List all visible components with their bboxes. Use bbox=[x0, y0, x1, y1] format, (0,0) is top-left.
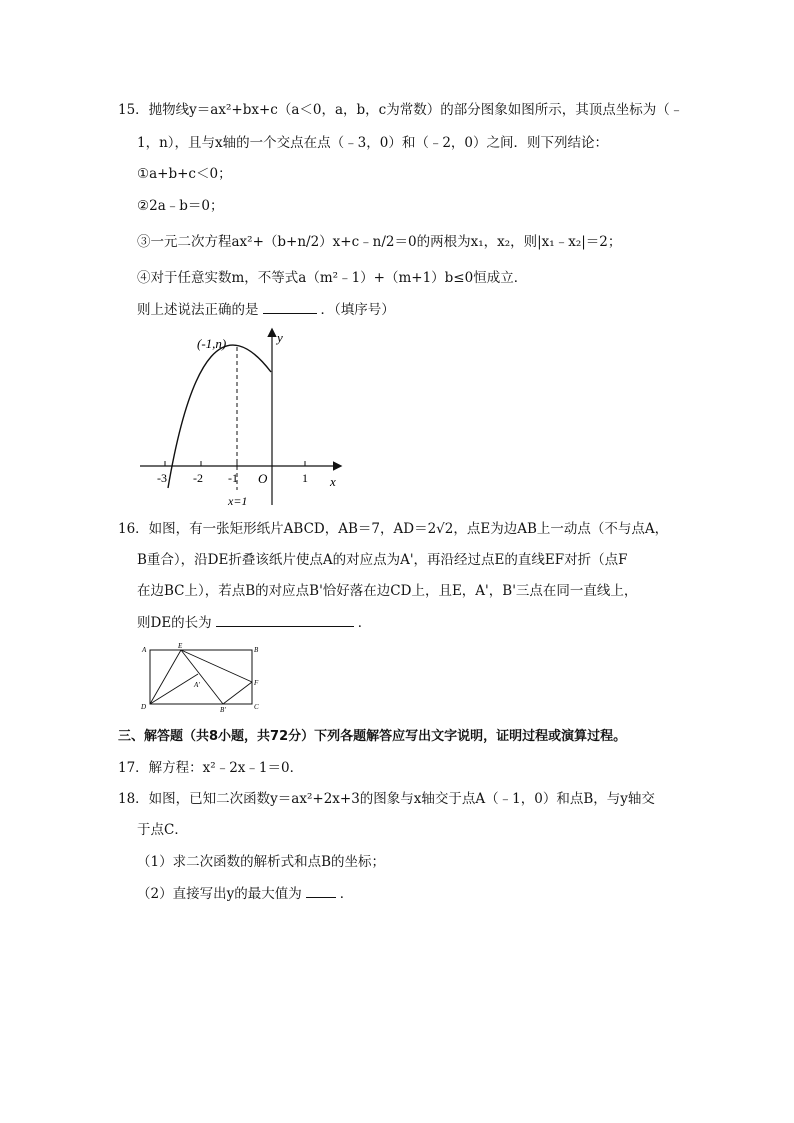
q15-conclusion-4: ④对于任意实数m，不等式a（m²﹣1）+（m+1）b≤0恒成立． bbox=[137, 270, 528, 286]
q15-prompt-text: 则上述说法正确的是 bbox=[137, 302, 259, 318]
vertex-label: B' bbox=[220, 706, 226, 712]
q16-line-1: 16．如图，有一张矩形纸片ABCD，AB＝7，AD＝2√2，点E为边AB上一动点（不与点A， bbox=[118, 521, 669, 537]
q16-line-4 bbox=[137, 612, 371, 633]
origin-label: O bbox=[258, 471, 268, 486]
q18-part-1: （1）求二次函数的解析式和点B的坐标； bbox=[137, 854, 386, 870]
vertex-label: A' bbox=[194, 681, 200, 689]
q16-line-3: 在边BC上），若点B的对应点B'恰好落在边CD上，且E，A'，B'三点在同一直线上， bbox=[137, 583, 638, 599]
q16-answer-blank[interactable] bbox=[216, 612, 354, 627]
q18-answer-blank[interactable] bbox=[306, 883, 336, 898]
q15-conclusion-2: ②2a﹣b＝0； bbox=[137, 198, 224, 214]
q15-line-1: 15．抛物线y＝ax²+bx+c（a＜0，a，b，c为常数）的部分图象如图所示，其顶点坐标为（﹣ bbox=[118, 102, 684, 118]
q18-line-2: 于点C． bbox=[137, 822, 188, 838]
tick-label: -1 bbox=[228, 471, 238, 485]
vertex-label: C bbox=[254, 703, 259, 711]
vertex-label: B bbox=[254, 646, 259, 654]
q15-prompt-suffix: ．（填序号） bbox=[320, 302, 395, 318]
q15-parabola-graph bbox=[135, 325, 350, 510]
tick-label: 1 bbox=[302, 471, 308, 485]
q15-conclusion-1: ①a+b+c＜0； bbox=[137, 166, 232, 182]
q16-line-2: B重合），沿DE折叠该纸片使点A的对应点为A'，再沿经过点E的直线EF对折（点F bbox=[137, 552, 628, 568]
symmetry-axis-label: x=1 bbox=[228, 494, 248, 508]
q15-prompt bbox=[137, 299, 395, 320]
vertex-label: A bbox=[142, 646, 147, 654]
q18-part-2 bbox=[137, 883, 353, 904]
q18-part-2-suffix: ． bbox=[339, 886, 354, 902]
tick-label: -3 bbox=[157, 471, 167, 485]
vertex-label: E bbox=[178, 642, 183, 650]
y-axis-label: y bbox=[277, 330, 283, 345]
tick-label: -2 bbox=[193, 471, 203, 485]
q15-answer-blank[interactable] bbox=[263, 299, 317, 314]
x-axis-label: x bbox=[330, 474, 336, 489]
q17-line: 17．解方程：x²﹣2x﹣1＝0． bbox=[118, 760, 304, 776]
q15-conclusion-3: ③一元二次方程ax²+（b+n/2）x+c﹣n/2＝0的两根为x₁，x₂，则|x₁﹣x₂|＝2； bbox=[137, 234, 622, 250]
vertex-label: D bbox=[141, 703, 147, 711]
vertex-label: (-1,n) bbox=[197, 336, 227, 351]
q16-rectangle-figure bbox=[138, 642, 268, 712]
q16-prompt-suffix: ． bbox=[357, 615, 372, 631]
q18-line-1: 18．如图，已知二次函数y＝ax²+2x+3的图象与x轴交于点A（﹣1，0）和点B，与y轴交 bbox=[118, 791, 655, 807]
vertex-label: F bbox=[254, 679, 259, 687]
section-3-heading: 三、解答题（共8小题，共72分）下列各题解答应写出文字说明，证明过程或演算过程。 bbox=[118, 729, 627, 744]
q18-part-2-text: （2）直接写出y的最大值为 bbox=[137, 886, 302, 902]
q15-line-2: 1，n），且与x轴的一个交点在点（﹣3，0）和（﹣2，0）之间．则下列结论： bbox=[137, 135, 609, 151]
q16-prompt-text: 则DE的长为 bbox=[137, 615, 212, 631]
